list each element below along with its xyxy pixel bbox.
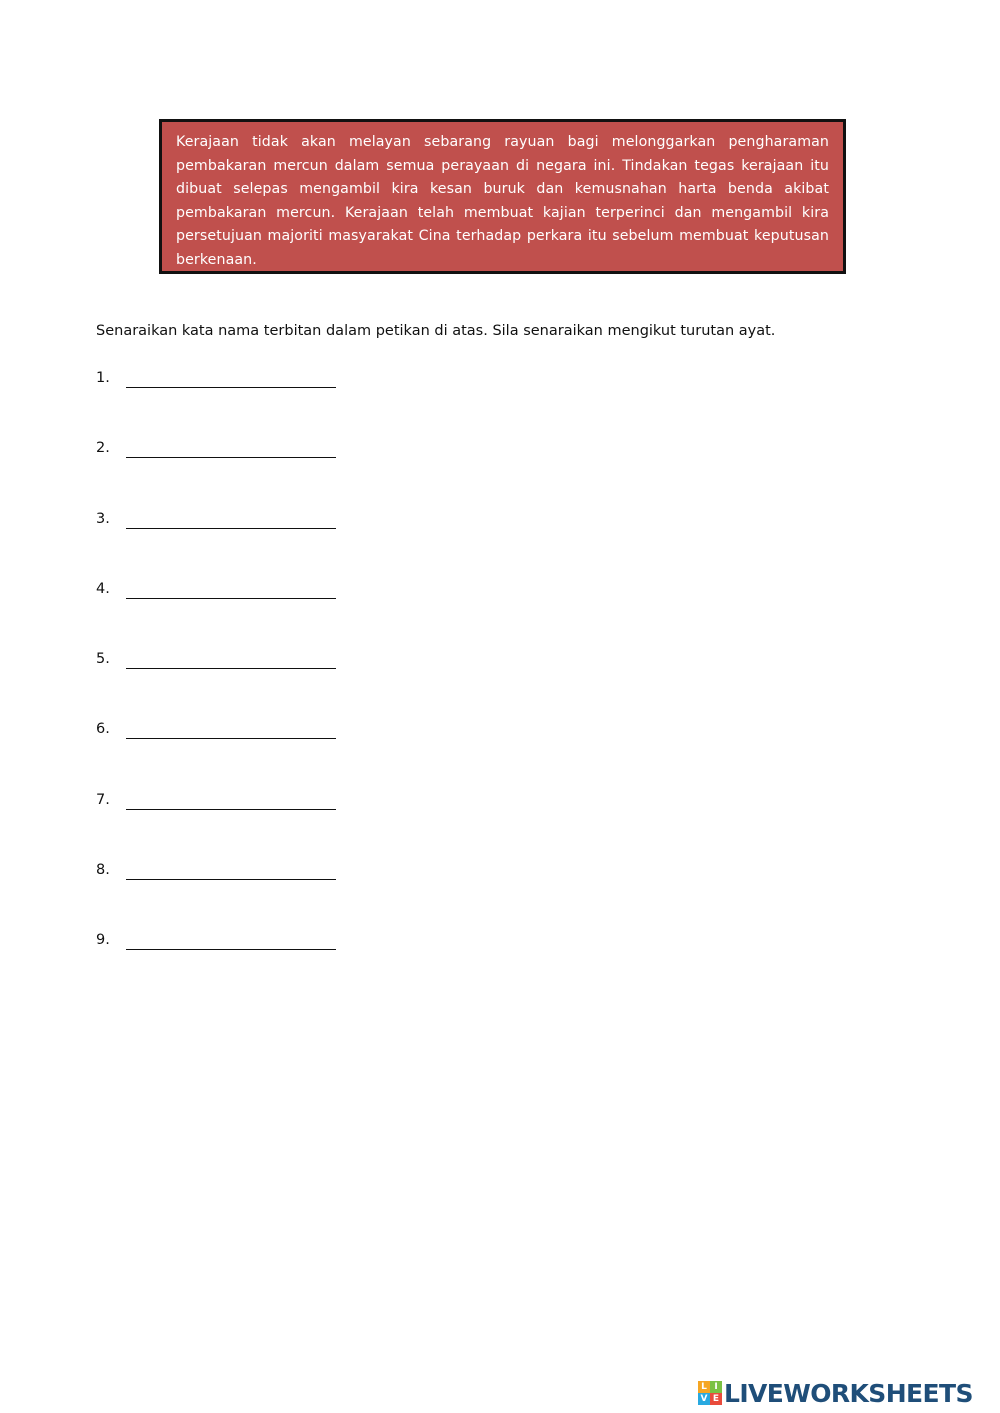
liveworksheets-logo[interactable] [698, 1377, 973, 1409]
answer-blank-2[interactable] [126, 457, 336, 458]
answer-number: 7. [96, 791, 110, 808]
answer-blank-6[interactable] [126, 738, 336, 739]
answer-number: 6. [96, 721, 110, 738]
answer-item [96, 509, 496, 579]
answer-number: 5. [96, 651, 110, 668]
answer-item [96, 930, 496, 1000]
liveworksheets-logo-icon [698, 1381, 722, 1405]
instruction-text: Senaraikan kata nama terbitan dalam petikan di atas. Sila senaraikan mengikut turutan ayat. [96, 323, 776, 339]
logo-icon-tile: L [698, 1381, 710, 1393]
answer-list [96, 368, 496, 1001]
answer-item [96, 368, 496, 438]
answer-item [96, 790, 496, 860]
passage-text: Kerajaan tidak akan melayan sebarang rayuan bagi melonggarkan pengharaman pembakaran mercun dalam semua perayaan di negara ini. Tindakan tegas kerajaan itu dibuat selepas mengambil kira kesan buruk dan kemusnahan harta benda akibat pembakaran mercun. Kerajaan telah membuat kajian terperinci dan mengambil kira persetujuan majoriti masyarakat Cina terhadap perkara itu sebelum membuat keputusan berkenaan. [176, 134, 829, 268]
answer-number: 8. [96, 862, 110, 879]
answer-number: 2. [96, 440, 110, 457]
answer-item [96, 719, 496, 789]
answer-number: 9. [96, 932, 110, 949]
answer-number: 3. [96, 510, 110, 527]
answer-number: 4. [96, 580, 110, 597]
answer-number: 1. [96, 370, 110, 386]
answer-blank-4[interactable] [126, 598, 336, 599]
liveworksheets-logo-text: LIVEWORKSHEETS [724, 1378, 973, 1408]
answer-blank-5[interactable] [126, 668, 336, 669]
logo-icon-tile: I [710, 1381, 722, 1393]
answer-blank-3[interactable] [126, 528, 336, 529]
answer-item [96, 438, 496, 508]
answer-item [96, 649, 496, 719]
answer-blank-1[interactable] [126, 387, 336, 388]
logo-icon-tile: E [710, 1393, 722, 1405]
answer-item [96, 579, 496, 649]
answer-item [96, 860, 496, 930]
answer-blank-8[interactable] [126, 879, 336, 880]
logo-icon-tile: V [698, 1393, 710, 1405]
answer-blank-7[interactable] [126, 809, 336, 810]
passage-box [159, 119, 846, 274]
answer-blank-9[interactable] [126, 949, 336, 950]
